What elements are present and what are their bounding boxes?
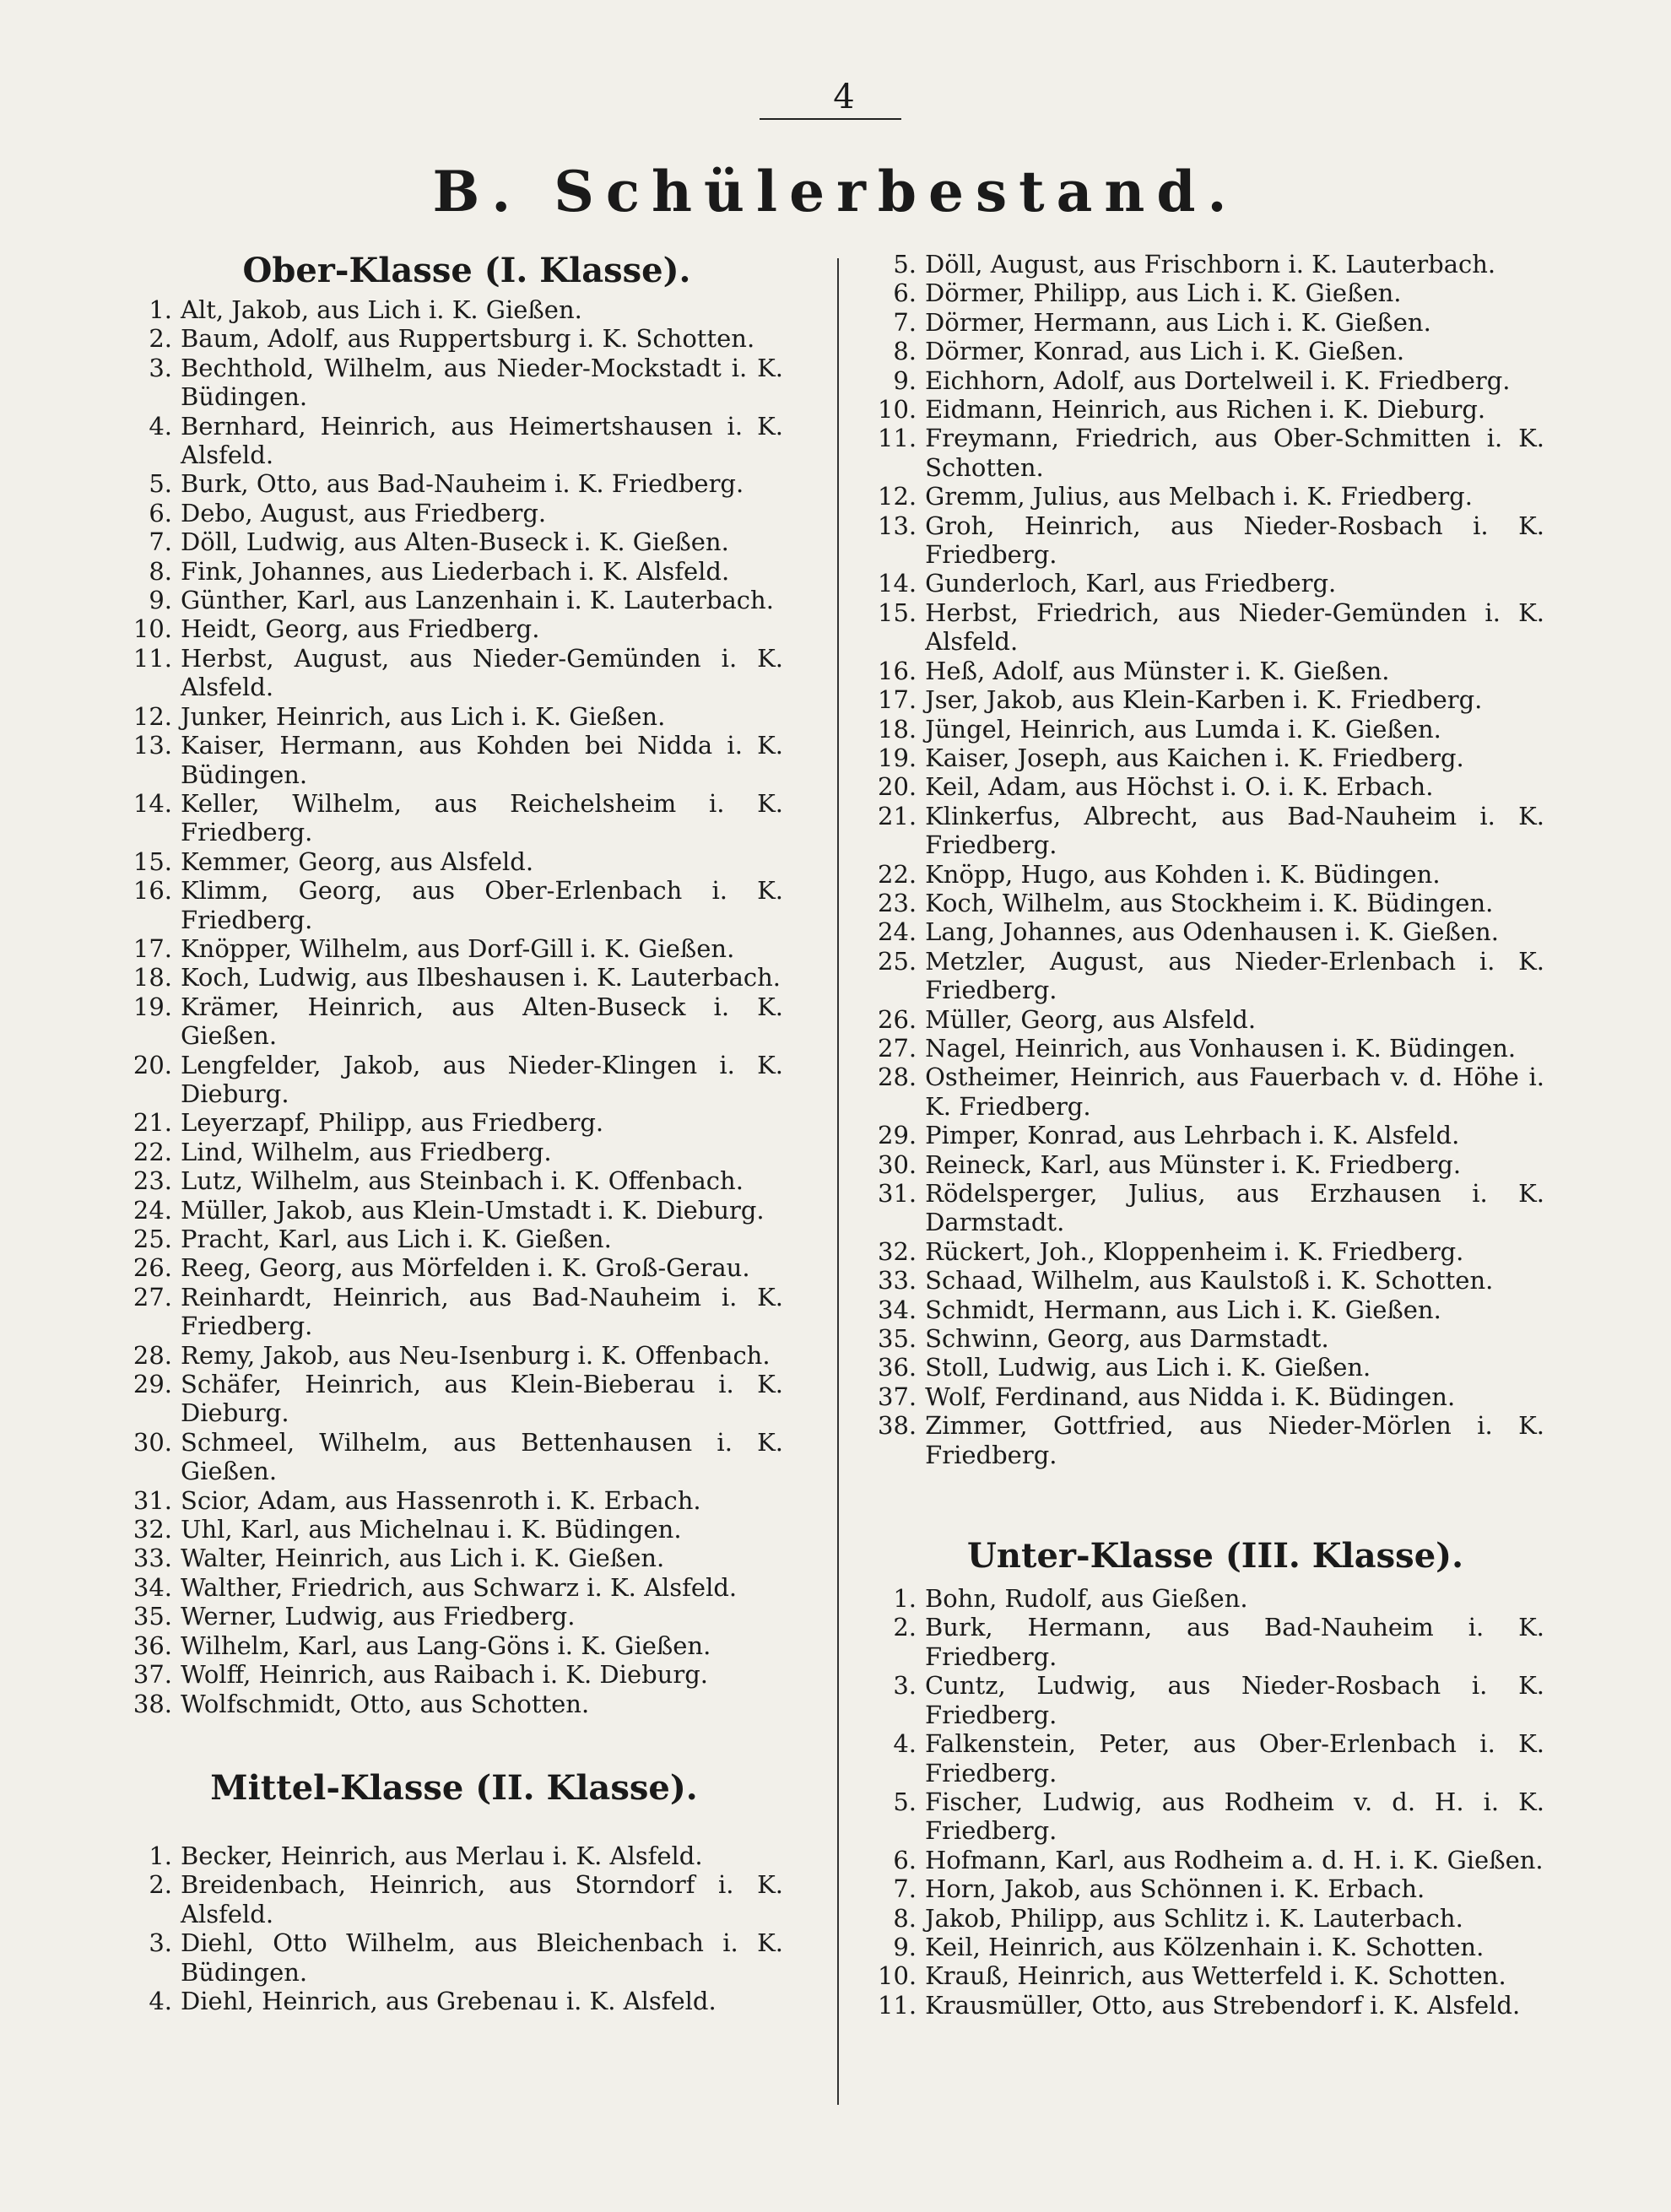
entry-number: 17. — [132, 933, 172, 963]
entry-number: 3. — [893, 1671, 917, 1701]
unter-klasse-list — [878, 1584, 1553, 2020]
entry-text: Walter, Heinrich, aus Lich i. K. Gießen. — [181, 1544, 665, 1573]
entry-text: Jakob, Philipp, aus Schlitz i. K. Lauterbach. — [925, 1903, 1463, 1933]
entry-number: 28. — [132, 1340, 172, 1370]
entry-text: Eichhorn, Adolf, aus Dortelweil i. K. Friedberg. — [925, 365, 1511, 395]
student-entry — [116, 1225, 783, 1253]
entry-number: 1. — [149, 1841, 172, 1870]
student-entry — [878, 889, 1544, 917]
entry-number: 2. — [893, 1613, 917, 1642]
student-entry — [116, 586, 783, 614]
entry-number: 13. — [132, 731, 172, 760]
student-entry — [116, 644, 783, 702]
student-entry — [116, 412, 783, 470]
student-entry — [116, 1108, 783, 1137]
entry-number: 9. — [149, 586, 172, 615]
entry-text: Schwinn, Georg, aus Darmstadt. — [925, 1324, 1329, 1354]
entry-number: 20. — [132, 1050, 172, 1079]
entry-number: 34. — [878, 1295, 917, 1324]
entry-number: 29. — [132, 1370, 172, 1399]
entry-text: Freymann, Friedrich, aus Ober-Schmitten i. K. Schotten. — [925, 424, 1544, 482]
entry-number: 12. — [878, 482, 917, 511]
entry-text: Wolff, Heinrich, aus Raibach i. K. Dieburg. — [181, 1660, 708, 1690]
student-entry — [878, 1382, 1544, 1411]
student-entry — [878, 772, 1544, 801]
student-entry — [878, 482, 1544, 511]
entry-number: 22. — [132, 1137, 172, 1166]
student-entry — [116, 1842, 783, 1870]
entry-number: 6. — [893, 1845, 917, 1874]
student-entry — [878, 569, 1544, 598]
entry-number: 3. — [149, 353, 172, 382]
entry-number: 38. — [132, 1689, 172, 1718]
student-entry — [878, 860, 1544, 889]
entry-text: Reineck, Karl, aus Münster i. K. Friedberg. — [925, 1149, 1462, 1179]
student-entry — [878, 1324, 1544, 1353]
student-entry — [116, 1370, 783, 1428]
entry-text: Dörmer, Hermann, aus Lich i. K. Gießen. — [925, 307, 1431, 337]
student-entry — [878, 685, 1544, 714]
entry-text: Gremm, Julius, aus Melbach i. K. Friedberg. — [925, 482, 1473, 511]
entry-number: 17. — [878, 685, 917, 715]
entry-text: Lengfelder, Jakob, aus Nieder-Klingen i. K. Dieburg. — [181, 1050, 783, 1108]
entry-number: 1. — [893, 1584, 917, 1614]
entry-text: Breidenbach, Heinrich, aus Storndorf i. K. Alsfeld. — [181, 1870, 783, 1928]
entry-number: 9. — [893, 1932, 917, 1961]
entry-number: 4. — [149, 1986, 172, 2015]
entry-text: Fischer, Ludwig, aus Rodheim v. d. H. i. K. Friedberg. — [925, 1787, 1544, 1846]
student-entry — [878, 1933, 1544, 1961]
entry-text: Uhl, Karl, aus Michelnau i. K. Büdingen. — [181, 1515, 682, 1544]
student-entry — [116, 789, 783, 847]
entry-number: 4. — [149, 411, 172, 441]
entry-text: Wolfschmidt, Otto, aus Schotten. — [181, 1689, 590, 1718]
entry-text: Leyerzapf, Philipp, aus Friedberg. — [181, 1108, 604, 1138]
entry-number: 35. — [132, 1602, 172, 1631]
student-entry — [878, 1584, 1544, 1613]
entry-text: Koch, Wilhelm, aus Stockheim i. K. Büdingen. — [925, 888, 1494, 917]
entry-number: 7. — [893, 307, 917, 337]
student-entry — [878, 598, 1544, 657]
entry-text: Schmidt, Hermann, aus Lich i. K. Gießen. — [925, 1295, 1441, 1324]
student-entry — [878, 1034, 1544, 1063]
student-entry — [878, 308, 1544, 337]
entry-text: Jüngel, Heinrich, aus Lumda i. K. Gießen. — [925, 714, 1441, 744]
entry-text: Müller, Jakob, aus Klein-Umstadt i. K. Dieburg. — [181, 1195, 765, 1225]
student-entry — [116, 1166, 783, 1195]
entry-number: 30. — [878, 1149, 917, 1179]
student-entry — [878, 424, 1544, 482]
student-entry — [116, 934, 783, 963]
student-entry — [878, 366, 1544, 395]
entry-number: 32. — [878, 1236, 917, 1266]
entry-text: Pracht, Karl, aus Lich i. K. Gießen. — [181, 1225, 612, 1253]
student-entry — [116, 295, 783, 324]
entry-text: Krausmüller, Otto, aus Strebendorf i. K. Alsfeld. — [925, 1990, 1521, 2020]
entry-text: Burk, Otto, aus Bad-Nauheim i. K. Friedberg. — [181, 469, 744, 499]
entry-number: 35. — [878, 1324, 917, 1354]
entry-text: Koch, Ludwig, aus Ilbeshausen i. K. Lauterbach. — [181, 963, 781, 992]
entry-text: Knöpper, Wilhelm, aus Dorf-Gill i. K. Gießen. — [181, 933, 735, 963]
mittel-klasse-heading-bold: Mittel-Klasse — [210, 1767, 464, 1808]
entry-number: 37. — [132, 1660, 172, 1690]
entry-text: Wilhelm, Karl, aus Lang-Göns i. K. Gießen. — [181, 1631, 711, 1660]
entry-number: 8. — [893, 1903, 917, 1933]
entry-number: 31. — [878, 1179, 917, 1208]
entry-number: 18. — [132, 963, 172, 992]
entry-number: 34. — [132, 1572, 172, 1602]
student-entry — [878, 1150, 1544, 1179]
entry-number: 28. — [878, 1063, 917, 1092]
entry-text: Remy, Jakob, aus Neu-Isenburg i. K. Offenbach. — [181, 1340, 771, 1370]
entry-text: Groh, Heinrich, aus Nieder-Rosbach i. K. Friedberg. — [925, 511, 1544, 570]
student-entry — [878, 1063, 1544, 1121]
entry-number: 24. — [878, 917, 917, 947]
entry-text: Reeg, Georg, aus Mörfelden i. K. Groß-Gerau. — [181, 1253, 750, 1283]
entry-text: Bernhard, Heinrich, aus Heimertshausen i. K. Alsfeld. — [181, 411, 783, 470]
entry-text: Keller, Wilhelm, aus Reichelsheim i. K. Friedberg. — [181, 788, 783, 847]
entry-number: 19. — [132, 992, 172, 1021]
student-entry — [116, 1253, 783, 1282]
entry-text: Debo, August, aus Friedberg. — [181, 498, 547, 527]
entry-text: Werner, Ludwig, aus Friedberg. — [181, 1602, 576, 1631]
entry-number: 18. — [878, 714, 917, 744]
entry-text: Burk, Hermann, aus Bad-Nauheim i. K. Friedberg. — [925, 1613, 1544, 1671]
entry-number: 7. — [893, 1874, 917, 1904]
entry-number: 27. — [878, 1033, 917, 1063]
student-entry — [116, 1660, 783, 1689]
entry-text: Cuntz, Ludwig, aus Nieder-Rosbach i. K. Friedberg. — [925, 1671, 1544, 1729]
entry-text: Walther, Friedrich, aus Schwarz i. K. Alsfeld. — [181, 1572, 738, 1602]
entry-number: 33. — [878, 1266, 917, 1295]
entry-text: Rödelsperger, Julius, aus Erzhausen i. K. Darmstadt. — [925, 1179, 1544, 1237]
page-number: 4 — [833, 78, 855, 116]
mittel-klasse-list-left — [116, 1842, 792, 2015]
entry-text: Reinhardt, Heinrich, aus Bad-Nauheim i. K. Friedberg. — [181, 1282, 783, 1341]
student-entry — [878, 917, 1544, 946]
entry-text: Nagel, Heinrich, aus Vonhausen i. K. Büdingen. — [925, 1033, 1517, 1063]
student-entry — [878, 1411, 1544, 1469]
student-entry — [116, 1602, 783, 1631]
student-entry — [878, 250, 1544, 279]
left-column — [116, 250, 792, 2015]
entry-number: 11. — [132, 643, 172, 673]
student-entry — [878, 1266, 1544, 1295]
entry-text: Baum, Adolf, aus Ruppertsburg i. K. Schotten. — [181, 324, 755, 354]
entry-number: 36. — [132, 1631, 172, 1660]
entry-number: 6. — [149, 498, 172, 527]
entry-number: 5. — [893, 1787, 917, 1816]
student-entry — [878, 511, 1544, 570]
entry-text: Hofmann, Karl, aus Rodheim a. d. H. i. K. Gießen. — [925, 1845, 1544, 1874]
student-entry — [878, 1904, 1544, 1933]
entry-number: 31. — [132, 1485, 172, 1515]
entry-text: Günther, Karl, aus Lanzenhain i. K. Lauterbach. — [181, 586, 774, 615]
entry-number: 24. — [132, 1195, 172, 1225]
entry-text: Falkenstein, Peter, aus Ober-Erlenbach i. K. Friedberg. — [925, 1729, 1544, 1787]
student-entry — [878, 1237, 1544, 1266]
entry-text: Junker, Heinrich, aus Lich i. K. Gießen. — [181, 701, 666, 731]
entry-number: 27. — [132, 1282, 172, 1312]
student-entry — [116, 1573, 783, 1602]
student-entry — [116, 876, 783, 934]
column-divider — [837, 258, 839, 2105]
entry-text: Horn, Jakob, aus Schönnen i. K. Erbach. — [925, 1874, 1425, 1904]
unter-klasse-heading-rest: (III. Klasse). — [1213, 1536, 1463, 1577]
entry-text: Diehl, Heinrich, aus Grebenau i. K. Alsfeld. — [181, 1986, 717, 2015]
entry-text: Pimper, Konrad, aus Lehrbach i. K. Alsfeld. — [925, 1121, 1460, 1150]
student-entry — [878, 1179, 1544, 1237]
page-number-rule — [760, 118, 901, 120]
ober-klasse-heading — [116, 250, 792, 292]
entry-text: Döll, August, aus Frischborn i. K. Lauterbach. — [925, 250, 1496, 279]
entry-number: 19. — [878, 743, 917, 772]
entry-number: 23. — [878, 888, 917, 917]
student-entry — [116, 847, 783, 876]
entry-text: Ostheimer, Heinrich, aus Fauerbach v. d. Höhe i. K. Friedberg. — [925, 1063, 1544, 1121]
entry-text: Müller, Georg, aus Alsfeld. — [925, 1004, 1257, 1034]
entry-text: Jser, Jakob, aus Klein-Karben i. K. Friedberg. — [925, 685, 1483, 715]
entry-text: Schaad, Wilhelm, aus Kaulstoß i. K. Schotten. — [925, 1266, 1494, 1295]
student-entry — [116, 557, 783, 586]
entry-number: 2. — [149, 1870, 172, 1900]
entry-text: Heß, Adolf, aus Münster i. K. Gießen. — [925, 656, 1390, 685]
entry-number: 23. — [132, 1166, 172, 1196]
entry-text: Knöpp, Hugo, aus Kohden i. K. Büdingen. — [925, 859, 1441, 889]
entry-number: 14. — [132, 788, 172, 818]
mittel-klasse-heading — [116, 1766, 792, 1811]
entry-text: Heidt, Georg, aus Friedberg. — [181, 614, 540, 644]
unter-klasse-heading-bold: Unter-Klasse — [967, 1536, 1214, 1577]
entry-text: Herbst, Friedrich, aus Nieder-Gemünden i. K. Alsfeld. — [925, 598, 1544, 657]
entry-number: 25. — [878, 946, 917, 976]
entry-text: Gunderloch, Karl, aus Friedberg. — [925, 569, 1337, 598]
entry-text: Zimmer, Gottfried, aus Nieder-Mörlen i. K. Friedberg. — [925, 1411, 1544, 1469]
student-entry — [878, 337, 1544, 365]
entry-number: 6. — [893, 279, 917, 308]
student-entry — [878, 947, 1544, 1005]
mittel-klasse-heading-rest: (II. Klasse). — [463, 1767, 698, 1808]
student-entry — [116, 527, 783, 556]
entry-text: Wolf, Ferdinand, aus Nidda i. K. Büdingen. — [925, 1382, 1456, 1411]
entry-number: 29. — [878, 1121, 917, 1150]
student-entry — [878, 1787, 1544, 1846]
mittel-klasse-list-right — [878, 250, 1553, 1469]
entry-text: Eidmann, Heinrich, aus Richen i. K. Dieburg. — [925, 395, 1486, 425]
student-entry — [878, 1729, 1544, 1787]
student-entry — [116, 1515, 783, 1544]
student-entry — [878, 744, 1544, 772]
entry-number: 26. — [878, 1004, 917, 1034]
student-entry — [878, 1353, 1544, 1382]
entry-text: Dörmer, Philipp, aus Lich i. K. Gießen. — [925, 279, 1402, 308]
entry-text: Bechthold, Wilhelm, aus Nieder-Mockstadt i. K. Büdingen. — [181, 353, 783, 412]
ober-klasse-heading-bold: Ober-Klasse — [242, 251, 473, 290]
student-entry — [878, 1613, 1544, 1671]
student-entry — [116, 1138, 783, 1166]
entry-number: 16. — [132, 876, 172, 906]
student-entry — [116, 1283, 783, 1341]
entry-text: Krämer, Heinrich, aus Alten-Buseck i. K. Gießen. — [181, 992, 783, 1051]
entry-text: Kaiser, Joseph, aus Kaichen i. K. Friedberg. — [925, 743, 1464, 772]
student-entry — [878, 1121, 1544, 1149]
entry-text: Bohn, Rudolf, aus Gießen. — [925, 1584, 1248, 1614]
entry-text: Keil, Adam, aus Höchst i. O. i. K. Erbach. — [925, 772, 1434, 802]
student-entry — [116, 469, 783, 498]
entry-number: 4. — [893, 1729, 917, 1759]
entry-number: 12. — [132, 701, 172, 731]
entry-number: 21. — [878, 801, 917, 830]
entry-text: Schmeel, Wilhelm, aus Bettenhausen i. K. Gießen. — [181, 1427, 783, 1486]
student-entry — [116, 1486, 783, 1515]
entry-number: 30. — [132, 1427, 172, 1457]
student-entry — [116, 1544, 783, 1572]
student-entry — [116, 499, 783, 527]
student-entry — [116, 1870, 783, 1928]
student-entry — [116, 1987, 783, 2015]
entry-number: 5. — [149, 469, 172, 499]
entry-number: 36. — [878, 1353, 917, 1382]
student-entry — [878, 715, 1544, 744]
entry-number: 16. — [878, 656, 917, 685]
entry-text: Schäfer, Heinrich, aus Klein-Bieberau i. K. Dieburg. — [181, 1370, 783, 1428]
student-entry — [116, 1428, 783, 1486]
entry-number: 3. — [149, 1928, 172, 1958]
student-entry — [116, 963, 783, 992]
entry-text: Klinkerfus, Albrecht, aus Bad-Nauheim i. K. Friedberg. — [925, 801, 1544, 860]
entry-text: Krauß, Heinrich, aus Wetterfeld i. K. Schotten. — [925, 1961, 1506, 1991]
entry-text: Lang, Johannes, aus Odenhausen i. K. Gießen. — [925, 917, 1499, 947]
student-entry — [116, 324, 783, 353]
entry-number: 11. — [878, 424, 917, 453]
student-entry — [878, 657, 1544, 685]
entry-text: Scior, Adam, aus Hassenroth i. K. Erbach. — [181, 1485, 701, 1515]
student-entry — [878, 395, 1544, 424]
student-entry — [878, 802, 1544, 860]
entry-number: 32. — [132, 1515, 172, 1544]
student-entry — [116, 1341, 783, 1370]
entry-number: 37. — [878, 1382, 917, 1411]
entry-text: Lind, Wilhelm, aus Friedberg. — [181, 1137, 552, 1166]
entry-number: 10. — [878, 1961, 917, 1991]
student-entry — [878, 1005, 1544, 1034]
entry-text: Kaiser, Hermann, aus Kohden bei Nidda i. K. Büdingen. — [181, 731, 783, 789]
entry-text: Becker, Heinrich, aus Merlau i. K. Alsfeld. — [181, 1841, 703, 1870]
entry-number: 33. — [132, 1544, 172, 1573]
right-column — [878, 250, 1553, 2020]
student-entry — [878, 1295, 1544, 1324]
student-entry — [116, 992, 783, 1051]
student-entry — [116, 354, 783, 412]
entry-number: 10. — [878, 395, 917, 425]
entry-text: Klimm, Georg, aus Ober-Erlenbach i. K. Friedberg. — [181, 876, 783, 934]
entry-number: 22. — [878, 859, 917, 889]
entry-number: 9. — [893, 365, 917, 395]
entry-number: 20. — [878, 772, 917, 802]
entry-number: 15. — [878, 598, 917, 627]
entry-number: 1. — [149, 295, 172, 324]
entry-text: Kemmer, Georg, aus Alsfeld. — [181, 846, 534, 876]
student-entry — [878, 1874, 1544, 1903]
student-entry — [116, 702, 783, 731]
page-title: B. Schülerbestand. — [432, 159, 1239, 224]
student-entry — [878, 1671, 1544, 1729]
entry-text: Dörmer, Konrad, aus Lich i. K. Gießen. — [925, 337, 1405, 366]
student-entry — [878, 1846, 1544, 1874]
entry-text: Döll, Ludwig, aus Alten-Buseck i. K. Gießen. — [181, 527, 729, 557]
student-entry — [116, 614, 783, 643]
entry-number: 25. — [132, 1225, 172, 1253]
entry-number: 11. — [878, 1990, 917, 2020]
student-entry — [878, 1961, 1544, 1990]
student-entry — [116, 1196, 783, 1225]
entry-text: Diehl, Otto Wilhelm, aus Bleichenbach i. K. Büdingen. — [181, 1928, 783, 1987]
entry-number: 38. — [878, 1411, 917, 1441]
entry-number: 21. — [132, 1108, 172, 1138]
entry-text: Metzler, August, aus Nieder-Erlenbach i. K. Friedberg. — [925, 946, 1544, 1005]
entry-text: Fink, Johannes, aus Liederbach i. K. Alsfeld. — [181, 556, 730, 586]
entry-text: Alt, Jakob, aus Lich i. K. Gießen. — [181, 295, 582, 324]
entry-number: 5. — [893, 250, 917, 279]
entry-number: 26. — [132, 1253, 172, 1283]
entry-number: 8. — [893, 337, 917, 366]
entry-text: Lutz, Wilhelm, aus Steinbach i. K. Offenbach. — [181, 1166, 744, 1196]
entry-number: 14. — [878, 569, 917, 598]
entry-number: 15. — [132, 846, 172, 876]
student-entry — [116, 1631, 783, 1660]
entry-text: Rückert, Joh., Kloppenheim i. K. Friedberg. — [925, 1236, 1464, 1266]
student-entry — [116, 1690, 783, 1718]
student-entry — [116, 731, 783, 789]
unter-klasse-heading — [878, 1533, 1553, 1579]
entry-number: 13. — [878, 511, 917, 540]
student-entry — [116, 1928, 783, 1987]
student-entry — [878, 279, 1544, 307]
ober-klasse-heading-rest: (I. Klasse). — [472, 251, 691, 290]
entry-text: Herbst, August, aus Nieder-Gemünden i. K. Alsfeld. — [181, 643, 783, 702]
entry-number: 2. — [149, 324, 172, 354]
ober-klasse-list — [116, 295, 792, 1718]
entry-number: 10. — [132, 614, 172, 644]
student-entry — [116, 1051, 783, 1109]
student-entry — [878, 1991, 1544, 2020]
entry-number: 8. — [149, 556, 172, 586]
entry-text: Keil, Heinrich, aus Kölzenhain i. K. Schotten. — [925, 1932, 1484, 1961]
entry-number: 7. — [149, 527, 172, 557]
entry-text: Stoll, Ludwig, aus Lich i. K. Gießen. — [925, 1353, 1371, 1382]
